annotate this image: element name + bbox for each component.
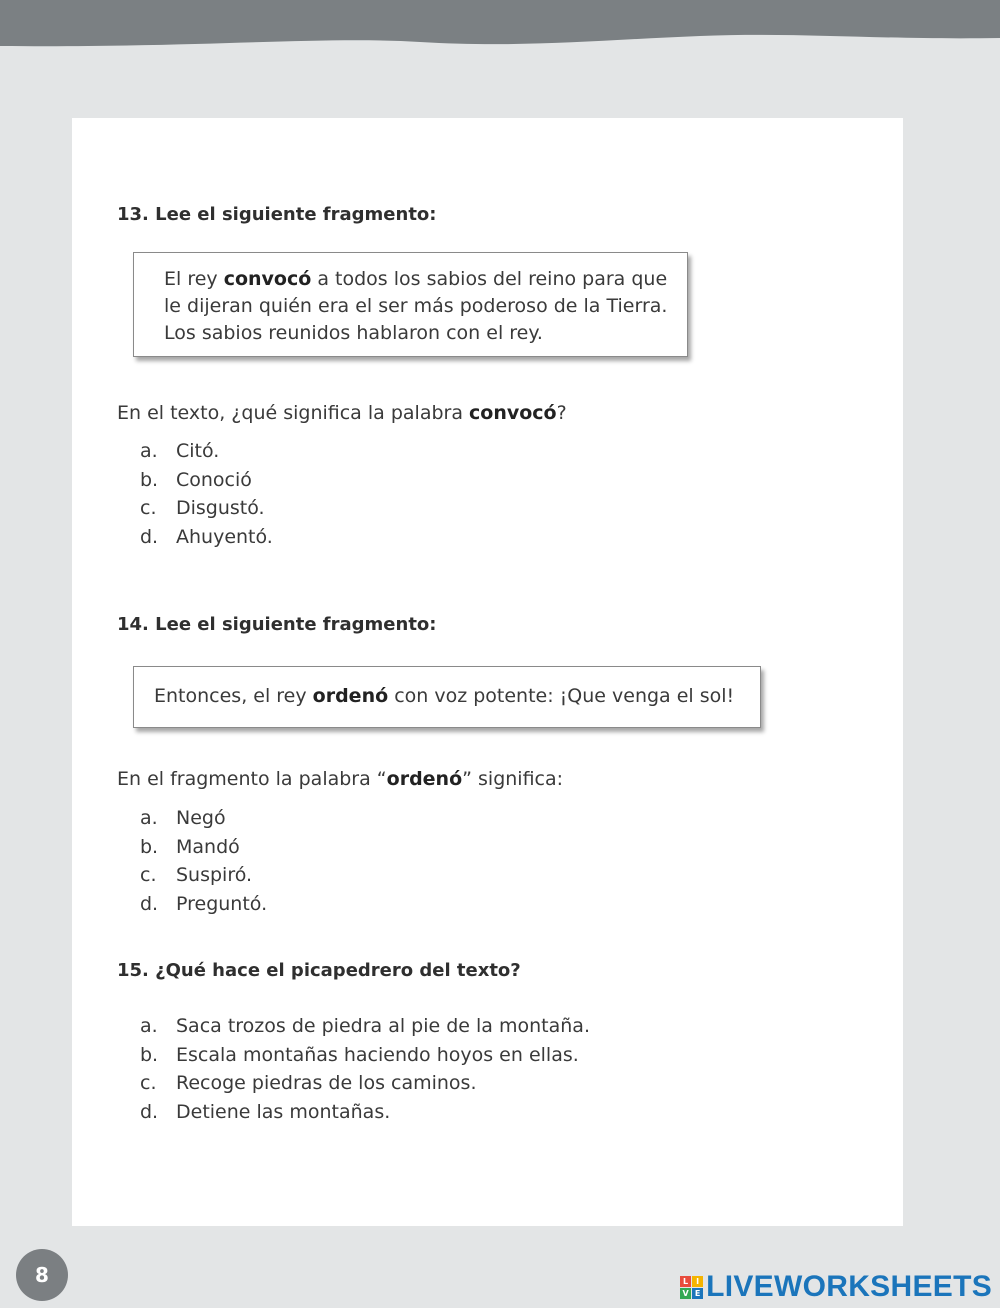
question-14-title: 14. Lee el siguiente fragmento: — [117, 614, 437, 635]
answer-option-a[interactable]: a. Saca trozos de piedra al pie de la montaña. — [140, 1015, 590, 1037]
question-14-prompt: En el fragmento la palabra “ordenó” significa: — [117, 768, 564, 790]
question-14-fragment-box — [133, 666, 761, 728]
answer-option-d[interactable]: d. Preguntó. — [140, 892, 268, 915]
answer-option-d[interactable]: d. Ahuyentó. — [140, 525, 273, 548]
logo-icon: L I V E — [680, 1276, 703, 1299]
question-15-title: 15. ¿Qué hace el picapedrero del texto? — [117, 960, 521, 981]
question-13-title: 13. Lee el siguiente fragmento: — [117, 204, 437, 225]
answer-option-a[interactable]: a. Citó. — [140, 440, 220, 462]
answer-option-c[interactable]: c. Disgustó. — [140, 497, 265, 519]
logo-text: LIVEWORKSHEETS — [706, 1270, 992, 1303]
question-15-options — [140, 1012, 590, 1126]
highlighted-word: ordenó — [312, 685, 389, 707]
liveworksheets-logo — [680, 1270, 992, 1304]
page-number-badge: 8 — [16, 1249, 68, 1301]
question-13-fragment-box — [133, 252, 688, 357]
answer-option-b[interactable]: b. Escala montañas haciendo hoyos en ellas. — [140, 1043, 579, 1066]
answer-option-a[interactable]: a. Negó — [140, 807, 226, 829]
question-13-options — [140, 437, 273, 551]
answer-option-b[interactable]: b. Conoció — [140, 468, 252, 491]
question-14-options — [140, 804, 267, 918]
answer-option-c[interactable]: c. Recoge piedras de los caminos. — [140, 1072, 477, 1094]
top-header-band — [0, 0, 1000, 60]
answer-option-d[interactable]: d. Detiene las montañas. — [140, 1100, 391, 1123]
answer-option-b[interactable]: b. Mandó — [140, 835, 240, 858]
fragment-line: Los sabios reunidos hablaron con el rey. — [164, 322, 543, 344]
highlighted-word: convocó — [223, 268, 312, 290]
answer-option-c[interactable]: c. Suspiró. — [140, 864, 253, 886]
question-13-prompt: En el texto, ¿qué significa la palabra convocó? — [117, 402, 567, 424]
worksheet-page — [72, 118, 903, 1226]
fragment-line: El rey convocó a todos los sabios del reino para que — [164, 268, 668, 290]
fragment-line: Entonces, el rey ordenó con voz potente: ¡Que venga el sol! — [154, 685, 735, 707]
fragment-line: le dijeran quién era el ser más poderoso de la Tierra. — [164, 295, 668, 317]
